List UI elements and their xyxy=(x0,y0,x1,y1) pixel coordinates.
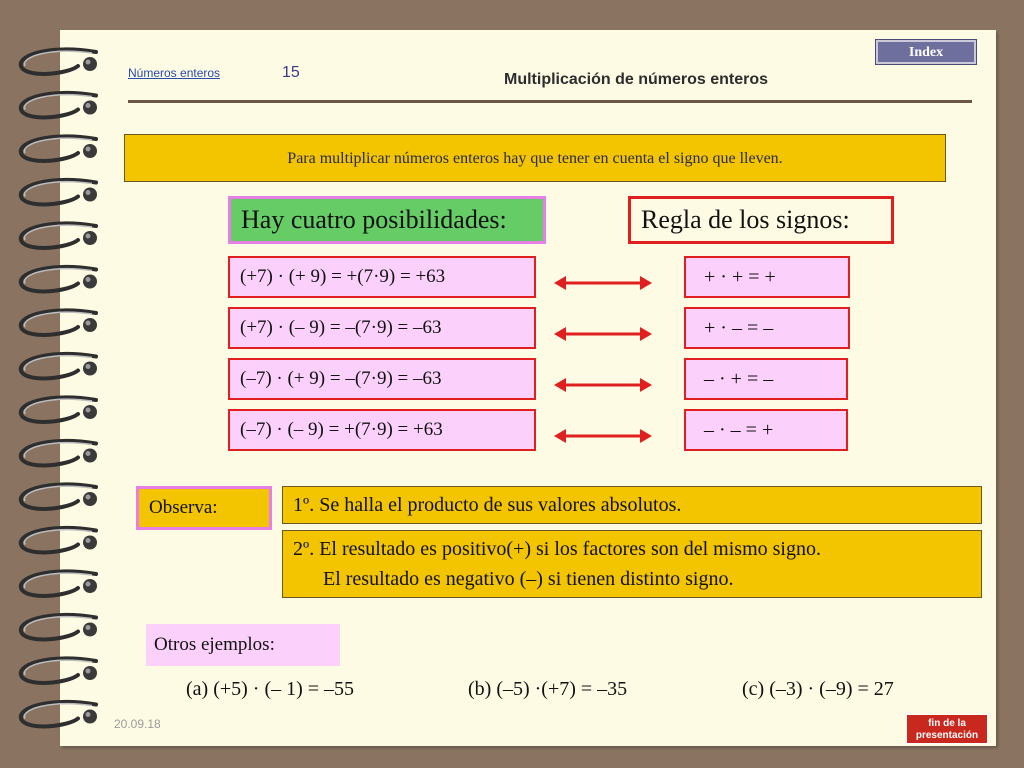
rule-step-2 xyxy=(282,530,982,598)
intro-banner: Para multiplicar números enteros hay que tener en cuenta el signo que lleven. xyxy=(124,134,946,182)
example-b: (b) (–5) ·(+7) = –35 xyxy=(468,678,628,700)
breadcrumb-link-numeros-enteros[interactable]: Números enteros xyxy=(128,66,221,80)
expression-row-1: (+7) · (+ 9) = +(7·9) = +63 xyxy=(228,256,536,298)
rule-step-2-line-2: El resultado es negativo (–) si tienen distinto signo. xyxy=(323,568,734,590)
rule-step-1: 1º. Se halla el producto de sus valores absolutos. xyxy=(282,486,982,524)
possibilities-heading: Hay cuatro posibilidades: xyxy=(228,196,546,244)
sign-rule-row-2: + · – = – xyxy=(684,307,850,349)
double-arrow-icon xyxy=(552,426,654,446)
expression-row-2: (+7) · (– 9) = –(7·9) = –63 xyxy=(228,307,536,349)
header-divider xyxy=(128,100,972,103)
double-arrow-icon xyxy=(552,375,654,395)
double-arrow-icon xyxy=(552,273,654,293)
index-button[interactable]: Index xyxy=(876,40,976,64)
expression-row-3: (–7) · (+ 9) = –(7·9) = –63 xyxy=(228,358,536,400)
observa-label: Observa: xyxy=(136,486,272,530)
page-number: 15 xyxy=(282,64,300,81)
other-examples-label: Otros ejemplos: xyxy=(146,624,340,666)
sign-rule-heading: Regla de los signos: xyxy=(628,196,894,244)
expression-row-4: (–7) · (– 9) = +(7·9) = +63 xyxy=(228,409,536,451)
slide-date: 20.09.18 xyxy=(114,717,161,731)
end-presentation-button[interactable]: fin de la presentación xyxy=(906,714,988,744)
example-c: (c) (–3) · (–9) = 27 xyxy=(742,678,894,700)
example-a: (a) (+5) · (– 1) = –55 xyxy=(186,678,355,700)
double-arrow-icon xyxy=(552,324,654,344)
sign-rule-row-3: – · + = – xyxy=(684,358,848,400)
sign-rule-row-4: – · – = + xyxy=(684,409,848,451)
page-title: Multiplicación de números enteros xyxy=(504,71,769,88)
sign-rule-row-1: + · + = + xyxy=(684,256,850,298)
rule-step-2-line-1: 2º. El resultado es positivo(+) si los factores son del mismo signo. xyxy=(293,538,821,560)
spiral-binding-icon xyxy=(8,40,103,740)
